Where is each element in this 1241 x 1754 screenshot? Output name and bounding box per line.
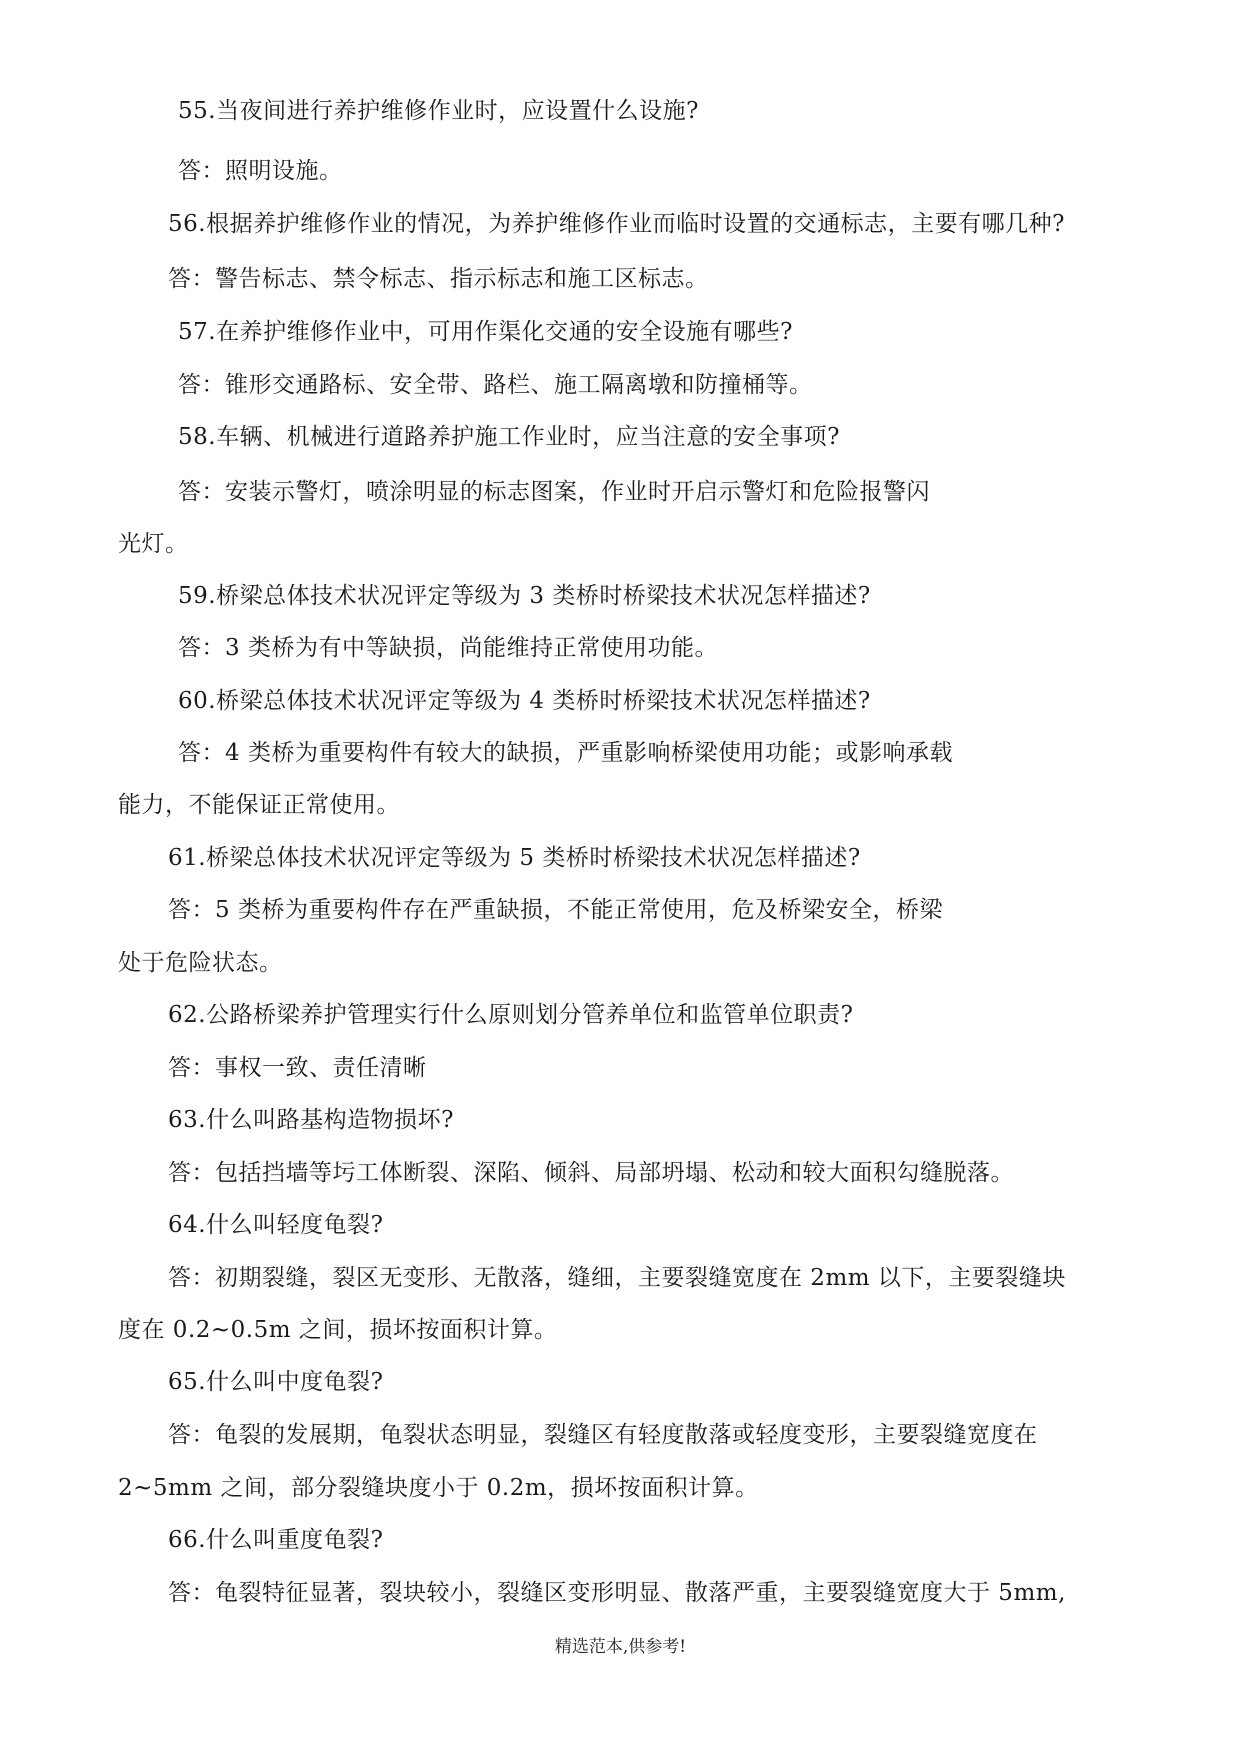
page-footer: 精选范本,供参考! [554, 1637, 687, 1657]
answer-60: 答：4 类桥为重要构件有较大的缺损，严重影响桥梁使用功能；或影响承载 [178, 740, 953, 766]
question-61: 61.桥梁总体技术状况评定等级为 5 类桥时桥梁技术状况怎样描述? [168, 845, 861, 871]
answer-59: 答：3 类桥为有中等缺损，尚能维持正常使用功能。 [178, 635, 718, 661]
question-59: 59.桥梁总体技术状况评定等级为 3 类桥时桥梁技术状况怎样描述? [178, 583, 871, 609]
answer-57: 答：锥形交通路标、安全带、路栏、施工隔离墩和防撞桶等。 [178, 372, 813, 398]
question-57: 57.在养护维修作业中，可用作渠化交通的安全设施有哪些? [178, 319, 793, 345]
question-65: 65.什么叫中度龟裂? [168, 1369, 384, 1395]
answer-63: 答：包括挡墙等圬工体断裂、深陷、倾斜、局部坍塌、松动和较大面积勾缝脱落。 [168, 1160, 1014, 1186]
answer-61: 答：5 类桥为重要构件存在严重缺损，不能正常使用，危及桥梁安全，桥梁 [168, 897, 943, 923]
answer-55: 答：照明设施。 [178, 158, 343, 184]
question-62: 62.公路桥梁养护管理实行什么原则划分管养单位和监管单位职责? [168, 1002, 854, 1028]
answer-65: 答：龟裂的发展期，龟裂状态明显，裂缝区有轻度散落或轻度变形，主要裂缝宽度在 [168, 1422, 1038, 1448]
answer-58-cont: 光灯。 [118, 531, 189, 557]
question-56: 56.根据养护维修作业的情况，为养护维修作业而临时设置的交通标志，主要有哪几种? [168, 211, 1065, 237]
answer-60-cont: 能力，不能保证正常使用。 [118, 792, 400, 818]
question-64: 64.什么叫轻度龟裂? [168, 1212, 384, 1238]
answer-61-cont: 处于危险状态。 [118, 950, 283, 976]
question-60: 60.桥梁总体技术状况评定等级为 4 类桥时桥梁技术状况怎样描述? [178, 688, 871, 714]
answer-56: 答：警告标志、禁令标志、指示标志和施工区标志。 [168, 266, 709, 292]
answer-64-cont: 度在 0.2~0.5m 之间，损坏按面积计算。 [118, 1317, 558, 1343]
answer-62: 答：事权一致、责任清晰 [168, 1055, 427, 1081]
question-66: 66.什么叫重度龟裂? [168, 1527, 384, 1553]
question-58: 58.车辆、机械进行道路养护施工作业时，应当注意的安全事项? [178, 424, 840, 450]
answer-58: 答：安装示警灯，喷涂明显的标志图案，作业时开启示警灯和危险报警闪 [178, 479, 930, 505]
question-63: 63.什么叫路基构造物损坏? [168, 1107, 454, 1133]
answer-65-cont: 2~5mm 之间，部分裂缝块度小于 0.2m，损坏按面积计算。 [118, 1475, 759, 1501]
answer-64: 答：初期裂缝，裂区无变形、无散落，缝细，主要裂缝宽度在 2mm 以下，主要裂缝块 [168, 1265, 1066, 1291]
answer-66: 答：龟裂特征显著，裂块较小，裂缝区变形明显、散落严重，主要裂缝宽度大于 5mm, [168, 1580, 1066, 1606]
question-55: 55.当夜间进行养护维修作业时，应设置什么设施? [178, 98, 699, 124]
